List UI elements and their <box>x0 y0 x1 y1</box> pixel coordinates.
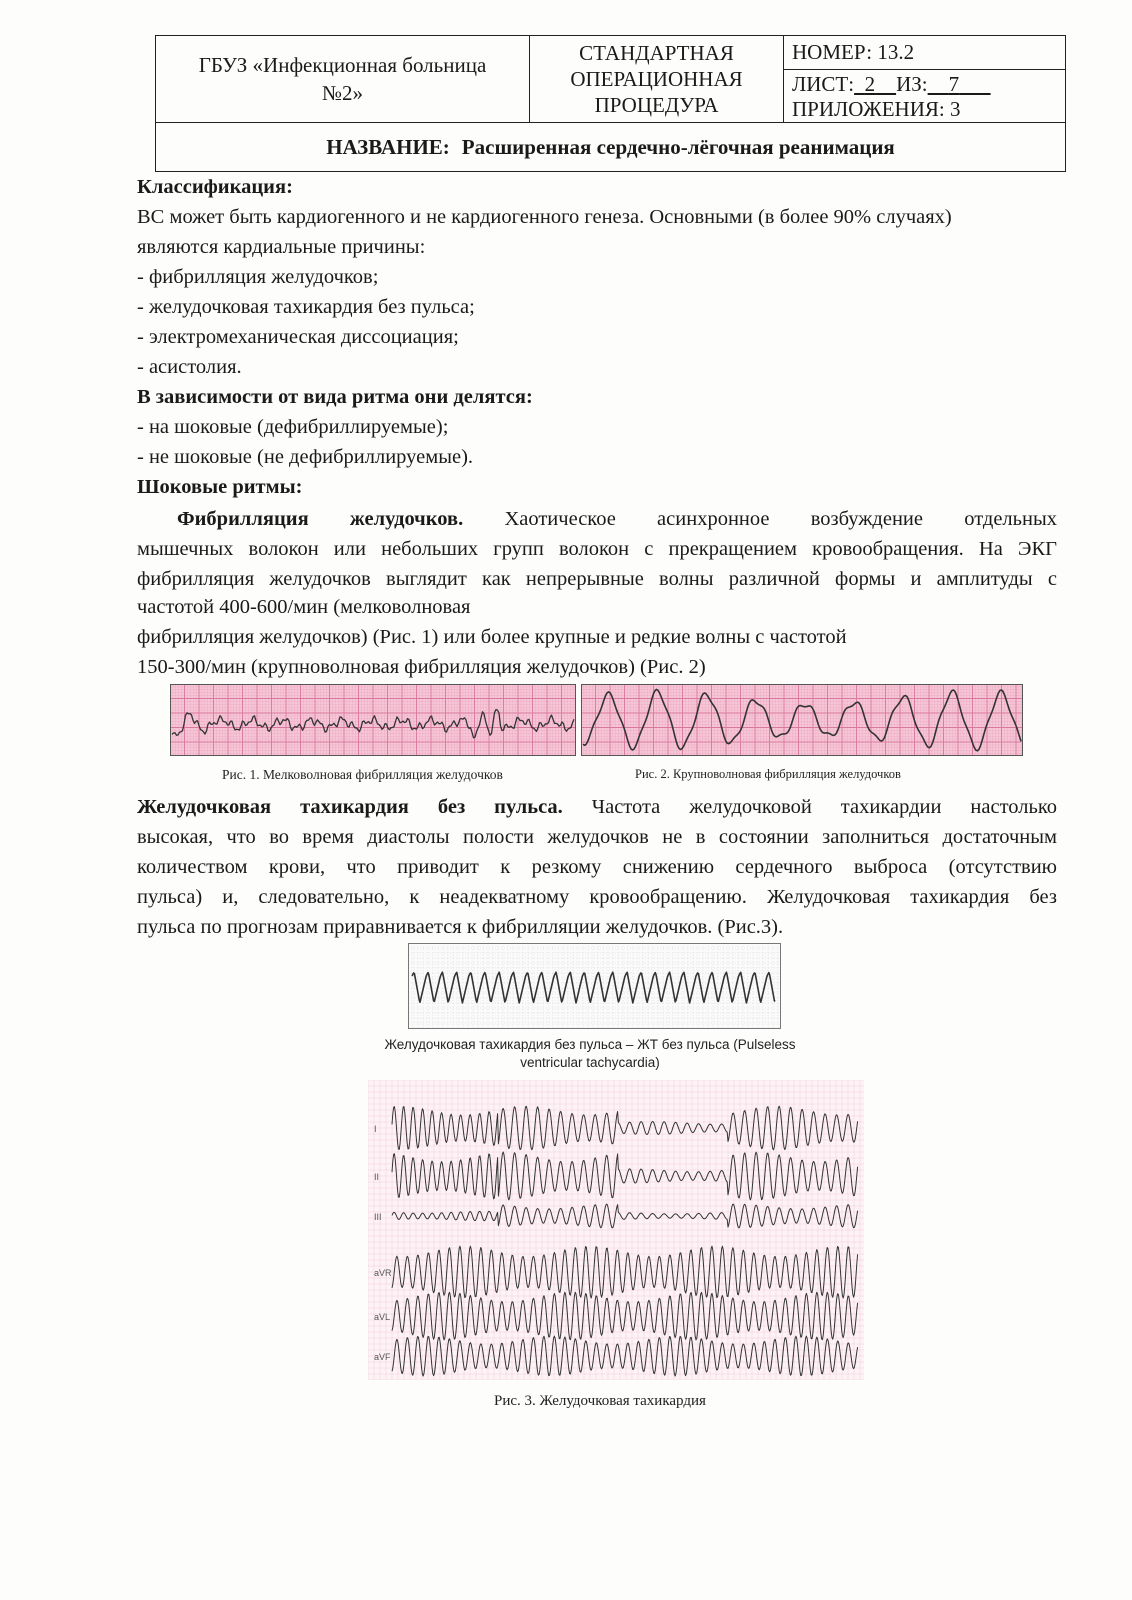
vt-paragraph-line: Желудочковая тахикардия без пульса. Частота желудочковой тахикардии настолько <box>137 796 1058 818</box>
procedure-line: ПРОЦЕДУРА <box>594 93 719 117</box>
lead-label: I <box>374 1124 377 1134</box>
cause-item: - асистолия. <box>137 356 242 378</box>
figure-caption: Рис. 2. Крупноволновая фибрилляция желудочков <box>635 767 901 781</box>
lead-label: II <box>374 1172 380 1182</box>
ecg-strip <box>170 684 576 756</box>
sheet-info <box>784 70 1065 122</box>
ecg-multilead <box>368 1080 864 1380</box>
procedure-line: СТАНДАРТНАЯ <box>579 41 734 65</box>
vt-paragraph-line: количеством крови, что приводит к резкому снижению сердечного выброса (отсутствию <box>137 856 1057 878</box>
rhythm-type-item: - на шоковые (дефибриллируемые); <box>137 416 449 438</box>
ecg-fine-vf-figure <box>170 684 576 756</box>
ecg-strip <box>408 943 781 1029</box>
lead-label: III <box>374 1212 382 1222</box>
shockable-heading: Шоковые ритмы: <box>137 476 303 498</box>
cause-item: - электромеханическая диссоциация; <box>137 326 459 348</box>
vf-paragraph-line: фибрилляция желудочков выглядит как непрерывные волны различной формы и амплитуды с <box>137 568 1057 590</box>
organization-name: ГБУЗ «Инфекционная больница №2» <box>156 36 530 122</box>
vf-paragraph-line: мышечных волокон или небольших групп волокон с прекращением кровообращения. На ЭКГ <box>137 538 1057 560</box>
cause-item: - фибрилляция желудочков; <box>137 266 379 288</box>
appendices: ПРИЛОЖЕНИЯ: 3 <box>792 97 961 121</box>
sop-header <box>155 35 1066 172</box>
vf-paragraph-line: 150-300/мин (крупноволновая фибрилляция желудочков) (Рис. 2) <box>137 656 706 678</box>
classification-heading: Классификация: <box>137 176 293 198</box>
rhythm-type-item: - не шоковые (не дефибриллируемые). <box>137 446 474 468</box>
vf-paragraph-line: фибрилляция желудочков) (Рис. 1) или более крупные и редкие волны с частотой <box>137 626 847 648</box>
lead-label: aVF <box>374 1352 391 1362</box>
figure-caption: Рис. 1. Мелковолновая фибрилляция желудочков <box>222 767 503 782</box>
vt-paragraph-line: высокая, что во время диастолы полости желудочков не в состоянии заполниться достаточным <box>137 826 1057 848</box>
vf-paragraph-line: частотой 400-600/мин (мелковолновая <box>137 596 471 618</box>
ecg-vt-12lead-figure <box>368 1080 864 1380</box>
rhythm-types-heading: В зависимости от вида ритма они делятся: <box>137 386 533 408</box>
ecg-coarse-vf-figure <box>581 684 1023 756</box>
lead-label: aVL <box>374 1312 391 1322</box>
of-label: ИЗ: <box>896 72 928 96</box>
vt-paragraph-line: пульса по прогнозам приравнивается к фибрилляции желудочков. (Рис.3). <box>137 916 784 938</box>
document-title: Расширенная сердечно-лёгочная реанимация <box>461 134 895 159</box>
figure-caption: Рис. 3. Желудочковая тахикардия <box>494 1393 706 1409</box>
classification-intro: являются кардиальные причины: <box>137 236 426 258</box>
figure-caption: Желудочковая тахикардия без пульса – ЖТ без пульса (Pulseless ventricular tachycardia) <box>384 1037 796 1070</box>
ecg-pulseless-vt-figure <box>408 943 781 1029</box>
classification-intro: ВС может быть кардиогенного и не кардиогенного генеза. Основными (в более 90% случаях) <box>137 206 952 228</box>
sheet-label: ЛИСТ: <box>792 72 855 96</box>
vf-term: Фибрилляция желудочков. <box>177 508 464 530</box>
document-number: НОМЕР: 13.2 <box>784 36 1065 70</box>
of-value: 7 <box>948 72 960 96</box>
vt-paragraph-line: пульса) и, следовательно, к неадекватному кровообращению. Желудочковая тахикардия без <box>137 886 1057 908</box>
vt-term: Желудочковая тахикардия без пульса. <box>137 796 563 818</box>
document-title-row <box>156 122 1065 171</box>
procedure-line: ОПЕРАЦИОННАЯ <box>570 67 743 91</box>
ecg-strip <box>581 684 1023 756</box>
cause-item: - желудочковая тахикардия без пульса; <box>137 296 475 318</box>
sheet-value: 2 <box>864 72 876 96</box>
title-label: НАЗВАНИЕ: <box>326 134 450 159</box>
lead-label: aVR <box>374 1268 392 1278</box>
vf-paragraph-line: Фибрилляция желудочков. Хаотическое асинхронное возбуждение отдельных <box>177 508 1057 530</box>
procedure-type <box>530 36 784 122</box>
